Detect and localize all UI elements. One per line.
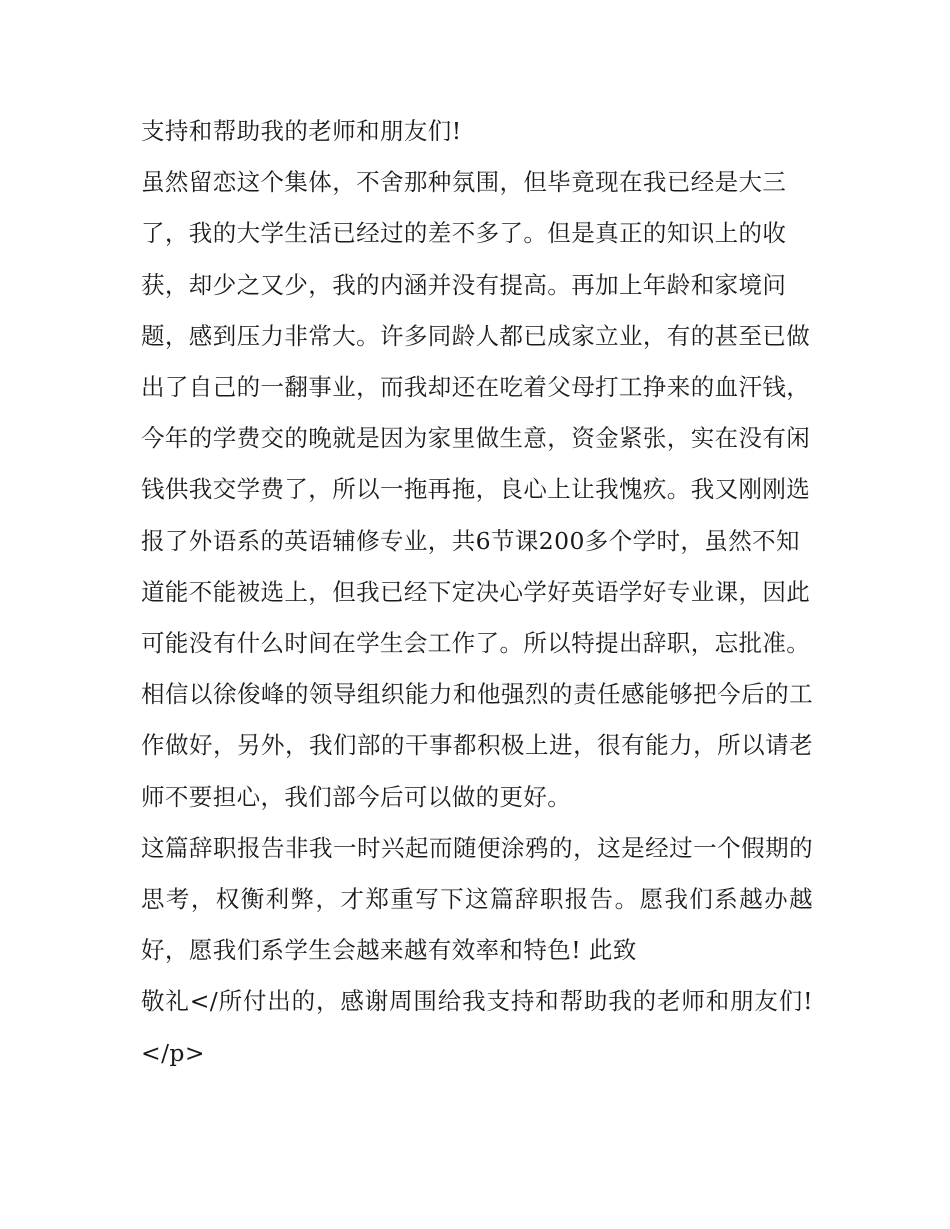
paragraph-salutation: 敬礼</所付出的，感谢周围给我支持和帮助我的老师和朋友们!</p> [141, 987, 813, 1067]
paragraph-successor: 相信以徐俊峰的领导组织能力和他强烈的责任感能够把今后的工作做好，另外，我们部的干事都积极上进，很有能力，所以请老师不要担心，我们部今后可以做的更好。 [141, 680, 813, 811]
paragraph-greeting: 支持和帮助我的老师和朋友们! [141, 117, 462, 145]
paragraph-reason: 虽然留恋这个集体，不舍那种氛围，但毕竟现在我已经是大三了，我的大学生活已经过的差不多了。但是真正的知识上的收获，却少之又少，我的内涵并没有提高。再加上年龄和家境问题，感到压力非常大。许多同龄人都已成家立业，有的甚至已做出了自己的一翻事业，而我却还在吃着父母打工挣来的血汗钱，今年的学费交的晚就是因为家里做生意，资金紧张，实在没有闲钱供我交学费了，所以一拖再拖，良心上让我愧疚。我又刚刚选报了外语系的英语辅修专业，共6节课200多个学时，虽然不知道能不能被选上，但我已经下定决心学好英语学好专业课，因此可能没有什么时间在学生会工作了。所以特提出辞职，忘批准。 [141, 168, 811, 658]
document-body [141, 106, 813, 1079]
paragraph-closing: 这篇辞职报告非我一时兴起而随便涂鸦的，这是经过一个假期的思考，权衡利弊，才郑重写下这篇辞职报告。愿我们系越办越好，愿我们系学生会越来越有效率和特色! 此致 [141, 833, 813, 965]
